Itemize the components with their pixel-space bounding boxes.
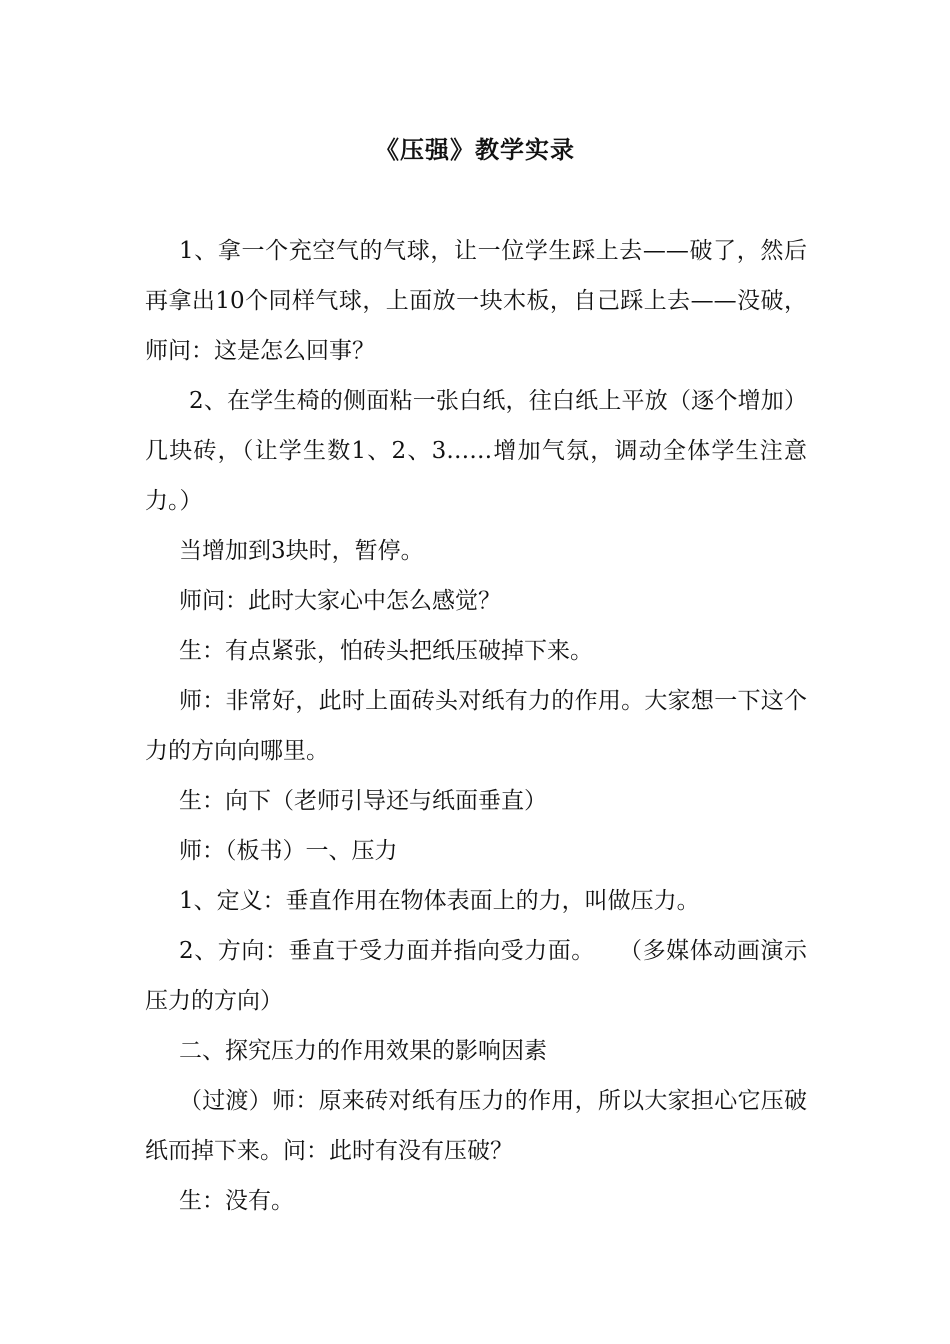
paragraph-student-direction: 生：向下（老师引导还与纸面垂直） bbox=[179, 788, 547, 814]
paragraph-pause: 当增加到3块时，暂停。 bbox=[179, 538, 424, 564]
paragraph-board-heading: 师：（板书）一、压力 bbox=[179, 838, 398, 864]
paragraph-teacher-force: 师：非常好，此时上面砖头对纸有力的作用。大家想一下这个力的方向向哪里。 bbox=[145, 688, 807, 764]
paragraph-balloon-demo: 1、拿一个充空气的气球，让一位学生踩上去——破了，然后再拿出10个同样气球，上面放一块木板，自己踩上去——没破，师问：这是怎么回事？ bbox=[145, 238, 807, 364]
document-body bbox=[145, 226, 807, 1226]
document-title: 《压强》教学实录 bbox=[375, 135, 575, 164]
paragraph-teacher-question: 师问：此时大家心中怎么感觉？ bbox=[179, 588, 501, 614]
paragraph-section-two: 二、探究压力的作用效果的影响因素 bbox=[179, 1038, 547, 1064]
paragraph-transition: （过渡）师：原来砖对纸有压力的作用，所以大家担心它压破纸而掉下来。问：此时有没有压破？ bbox=[145, 1088, 807, 1164]
paragraph-direction: 2、方向：垂直于受力面并指向受力面。 （多媒体动画演示压力的方向） bbox=[145, 938, 807, 1014]
paragraph-definition: 1、定义：垂直作用在物体表面上的力，叫做压力。 bbox=[179, 888, 700, 914]
paragraph-brick-demo: 2、在学生椅的侧面粘一张白纸，往白纸上平放（逐个增加）几块砖，（让学生数1、2、3……增加气氛，调动全体学生注意力。） bbox=[145, 388, 807, 514]
paragraph-student-answer: 生：有点紧张，怕砖头把纸压破掉下来。 bbox=[179, 638, 593, 664]
paragraph-student-no: 生：没有。 bbox=[179, 1188, 294, 1214]
